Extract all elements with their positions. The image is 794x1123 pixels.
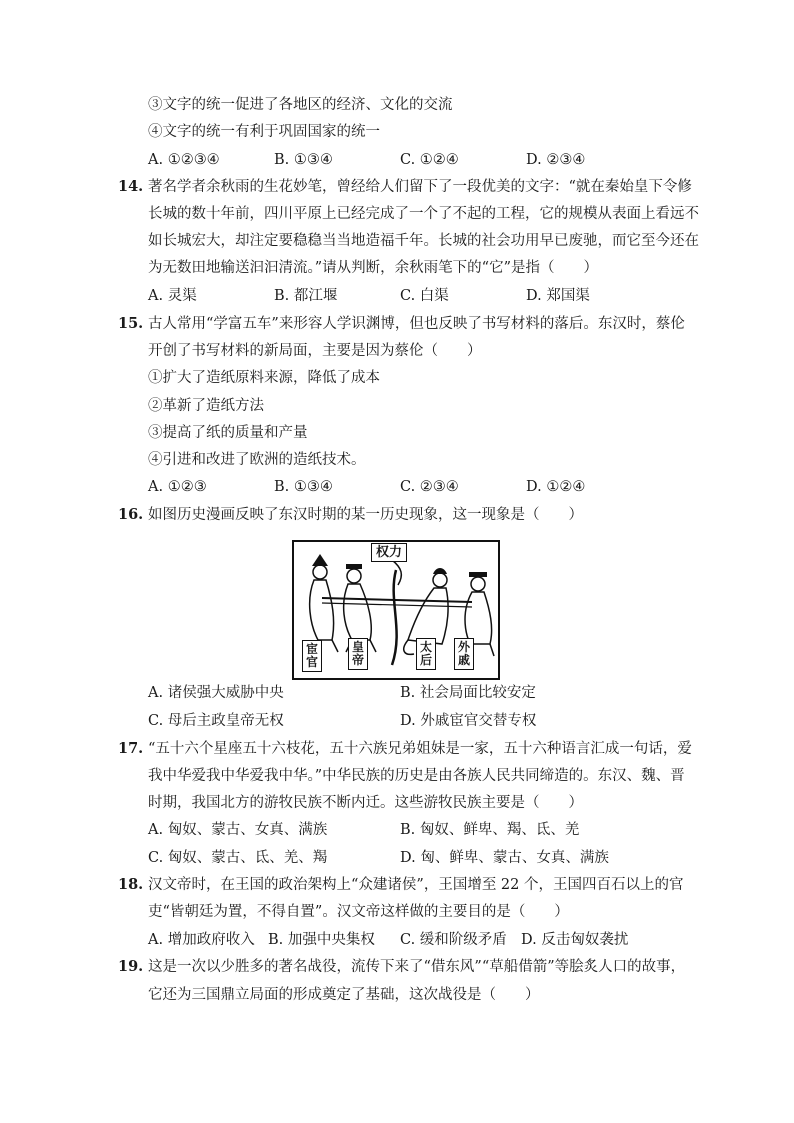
q18-option-b[interactable]: B. 加强中央集权 (268, 932, 375, 948)
q17-line-2: 我中华爱我中华爱我中华。”中华民族的历史是由各族人民共同缔造的。东汉、魏、晋 (148, 768, 685, 784)
q14-line-3: 如长城宏大，却注定要稳稳当当地造福千年。长城的社会功用早已废驰，而它至今还在 (148, 233, 699, 249)
q19-line-1: 这是一次以少胜多的著名战役，流传下来了“借东风”“草船借箭”等脍炙人口的故事， (148, 959, 686, 975)
cartoon-label-emperor: 皇帝 (348, 638, 368, 670)
q13-option-a[interactable]: A. ①②③④ (148, 152, 220, 168)
cartoon-label-consort-kin: 外戚 (454, 638, 474, 670)
q18-number: 18. (118, 876, 144, 893)
q16-option-d[interactable]: D. 外戚宦官交替专权 (400, 713, 537, 729)
q13-option-d[interactable]: D. ②③④ (526, 152, 586, 168)
q15-option-c[interactable]: C. ②③④ (400, 479, 459, 495)
cartoon-label-empress-dowager: 太后 (416, 638, 436, 670)
q13-statement-4: ④文字的统一有利于巩固国家的统一 (148, 124, 380, 140)
q13-option-c[interactable]: C. ①②④ (400, 152, 459, 168)
q14-option-d[interactable]: D. 郑国渠 (526, 288, 590, 304)
q17-number: 17. (118, 740, 144, 757)
q14-line-4: 为无数田地输送汩汩清流。”请从判断，余秋雨笔下的“它”是指（ ） (148, 260, 598, 276)
q15-statement-4: ④引进和改进了欧洲的造纸技术。 (148, 452, 366, 468)
q16-option-c[interactable]: C. 母后主政皇帝无权 (148, 713, 284, 729)
history-cartoon (292, 540, 500, 680)
q16-option-a[interactable]: A. 诸侯强大威胁中央 (148, 685, 284, 701)
q15-line-2: 开创了书写材料的新局面，主要是因为蔡伦（ ） (148, 343, 482, 359)
q17-option-d[interactable]: D. 匈、鲜卑、蒙古、女真、满族 (400, 850, 609, 866)
q14-option-b[interactable]: B. 都江堰 (274, 288, 338, 304)
cartoon-label-eunuch: 宦官 (302, 640, 322, 672)
q17-line-3: 时期，我国北方的游牧民族不断内迁。这些游牧民族主要是（ ） (148, 795, 583, 811)
q14-option-c[interactable]: C. 白渠 (400, 288, 449, 304)
q15-number: 15. (118, 315, 144, 332)
q16-line-1: 如图历史漫画反映了东汉时期的某一历史现象，这一现象是（ ） (148, 507, 583, 523)
q18-option-d[interactable]: D. 反击匈奴袭扰 (521, 932, 629, 948)
q18-line-1: 汉文帝时，在王国的政治架构上“众建诸侯”，王国增至 22 个，王国四百石以上的官 (148, 877, 684, 893)
cartoon-title: 权力 (371, 543, 407, 562)
q19-number: 19. (118, 958, 144, 975)
q14-line-2: 长城的数十年前，四川平原上已经完成了一个了不起的工程，它的规模从表面上看远不 (148, 206, 699, 222)
q17-option-b[interactable]: B. 匈奴、鲜卑、羯、氐、羌 (400, 822, 580, 838)
q17-line-1: “五十六个星座五十六枝花，五十六族兄弟姐妹是一家，五十六种语言汇成一句话，爱 (148, 741, 692, 757)
q18-option-c[interactable]: C. 缓和阶级矛盾 (400, 932, 507, 948)
q15-statement-1: ①扩大了造纸原料来源，降低了成本 (148, 370, 380, 386)
q14-line-1: 著名学者余秋雨的生花妙笔，曾经给人们留下了一段优美的文字：“就在秦始皇下令修 (148, 179, 692, 195)
q16-option-b[interactable]: B. 社会局面比较安定 (400, 685, 536, 701)
q15-option-b[interactable]: B. ①③④ (274, 479, 333, 495)
q15-statement-2: ②革新了造纸方法 (148, 398, 264, 414)
q18-option-a[interactable]: A. 增加政府收入 (148, 932, 255, 948)
q13-statement-3: ③文字的统一促进了各地区的经济、文化的交流 (148, 97, 453, 113)
q17-option-c[interactable]: C. 匈奴、蒙古、氐、羌、羯 (148, 850, 328, 866)
q17-option-a[interactable]: A. 匈奴、蒙古、女真、满族 (148, 822, 328, 838)
q16-number: 16. (118, 506, 144, 523)
q15-option-d[interactable]: D. ①②④ (526, 479, 586, 495)
q19-line-2: 它还为三国鼎立局面的形成奠定了基础，这次战役是（ ） (148, 987, 540, 1003)
q15-option-a[interactable]: A. ①②③ (148, 479, 207, 495)
q14-option-a[interactable]: A. 灵渠 (148, 288, 197, 304)
q18-line-2: 吏“皆朝廷为置，不得自置”。汉文帝这样做的主要目的是（ ） (148, 904, 569, 920)
q15-statement-3: ③提高了纸的质量和产量 (148, 425, 308, 441)
q14-number: 14. (118, 178, 144, 195)
q15-line-1: 古人常用“学富五车”来形容人学识渊博，但也反映了书写材料的落后。东汉时，蔡伦 (148, 316, 685, 332)
q13-option-b[interactable]: B. ①③④ (274, 152, 333, 168)
